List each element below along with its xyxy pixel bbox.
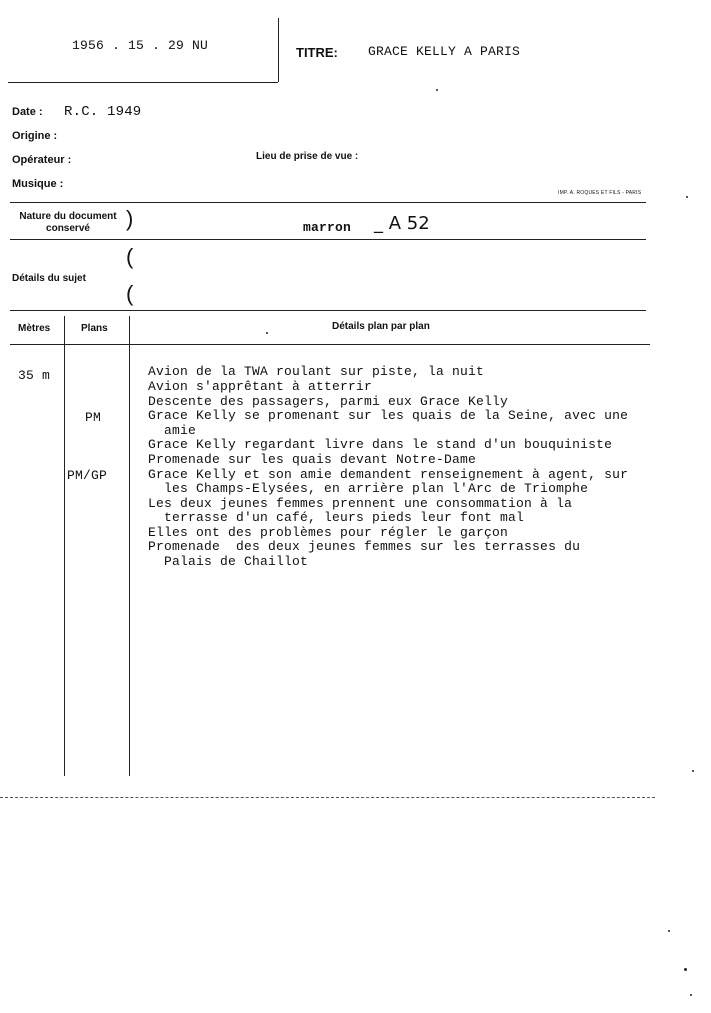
divider-table-header <box>10 344 650 345</box>
nature-bracket: ) <box>126 206 134 231</box>
detail-line: Palais de Chaillot <box>148 554 309 569</box>
detail-line: Grace Kelly regardant livre dans le stand d'un bouquiniste <box>148 437 613 452</box>
divider-fields <box>10 202 646 203</box>
scan-speck <box>668 930 670 932</box>
details-sujet-bracket-top: ( <box>126 244 134 269</box>
bottom-border <box>0 797 655 798</box>
detail-line: Les deux jeunes femmes prennent une consommation à la <box>148 496 573 511</box>
col-header-plans: Plans <box>81 323 108 334</box>
detail-line: Promenade sur les quais devant Notre-Dame <box>148 452 477 467</box>
detail-line: Avion s'apprêtant à atterrir <box>148 379 373 394</box>
detail-line: Descente des passagers, parmi eux Grace Kelly <box>148 394 509 409</box>
reference-number: 1956 . 15 . 29 NU <box>72 38 209 53</box>
date-label: Date : <box>12 106 43 118</box>
lieu-label: Lieu de prise de vue : <box>256 151 359 162</box>
divider-sujet <box>10 310 646 311</box>
divider-nature <box>10 239 646 240</box>
details-sujet-bracket-bottom: ( <box>126 281 134 306</box>
nature-label-line2: conservé <box>46 223 90 234</box>
details-sujet-label: Détails du sujet <box>12 273 86 284</box>
nature-value: marron <box>303 220 352 235</box>
date-value: R.C. 1949 <box>64 104 142 120</box>
nature-label <box>10 211 126 235</box>
nature-handwritten: _ A 52 <box>374 213 430 234</box>
plan-pm-gp: PM/GP <box>67 468 108 483</box>
header-box-right-border <box>278 18 279 82</box>
header-box-bottom-border <box>8 82 278 83</box>
detail-line: Elles ont des problèmes pour régler le garçon <box>148 525 509 540</box>
musique-label: Musique : <box>12 178 64 190</box>
detail-line: Grace Kelly se promenant sur les quais de la Seine, avec une <box>148 408 629 423</box>
detail-line: terrasse d'un café, leurs pieds leur font mal <box>148 510 525 525</box>
scan-speck <box>686 196 688 198</box>
title-value: GRACE KELLY A PARIS <box>368 44 521 59</box>
detail-line: Avion de la TWA roulant sur piste, la nuit <box>148 364 485 379</box>
title-label: TITRE: <box>296 45 338 60</box>
col-divider-2 <box>129 316 130 776</box>
scan-speck <box>684 968 687 971</box>
col-header-metres: Mètres <box>18 323 51 334</box>
col-divider-1 <box>64 316 65 776</box>
scan-speck <box>690 994 692 996</box>
nature-label-line1: Nature du document <box>19 211 117 222</box>
detail-line: Grace Kelly et son amie demandent renseignement à agent, sur <box>148 467 629 482</box>
printer-credit: IMP. A. ROQUES ET FILS - PARIS <box>558 190 642 196</box>
operateur-label: Opérateur : <box>12 154 72 166</box>
detail-line: les Champs-Elysées, en arrière plan l'Arc de Triomphe <box>148 481 589 496</box>
metres-value: 35 m <box>18 368 51 383</box>
detail-line: Promenade des deux jeunes femmes sur les terrasses du <box>148 539 581 554</box>
origine-label: Origine : <box>12 130 58 142</box>
scan-speck <box>436 89 438 91</box>
scan-speck <box>692 770 694 772</box>
col-header-details: Détails plan par plan <box>332 321 430 332</box>
ink-speck <box>266 332 268 334</box>
detail-line: amie <box>148 423 197 438</box>
plan-pm: PM <box>85 410 102 425</box>
